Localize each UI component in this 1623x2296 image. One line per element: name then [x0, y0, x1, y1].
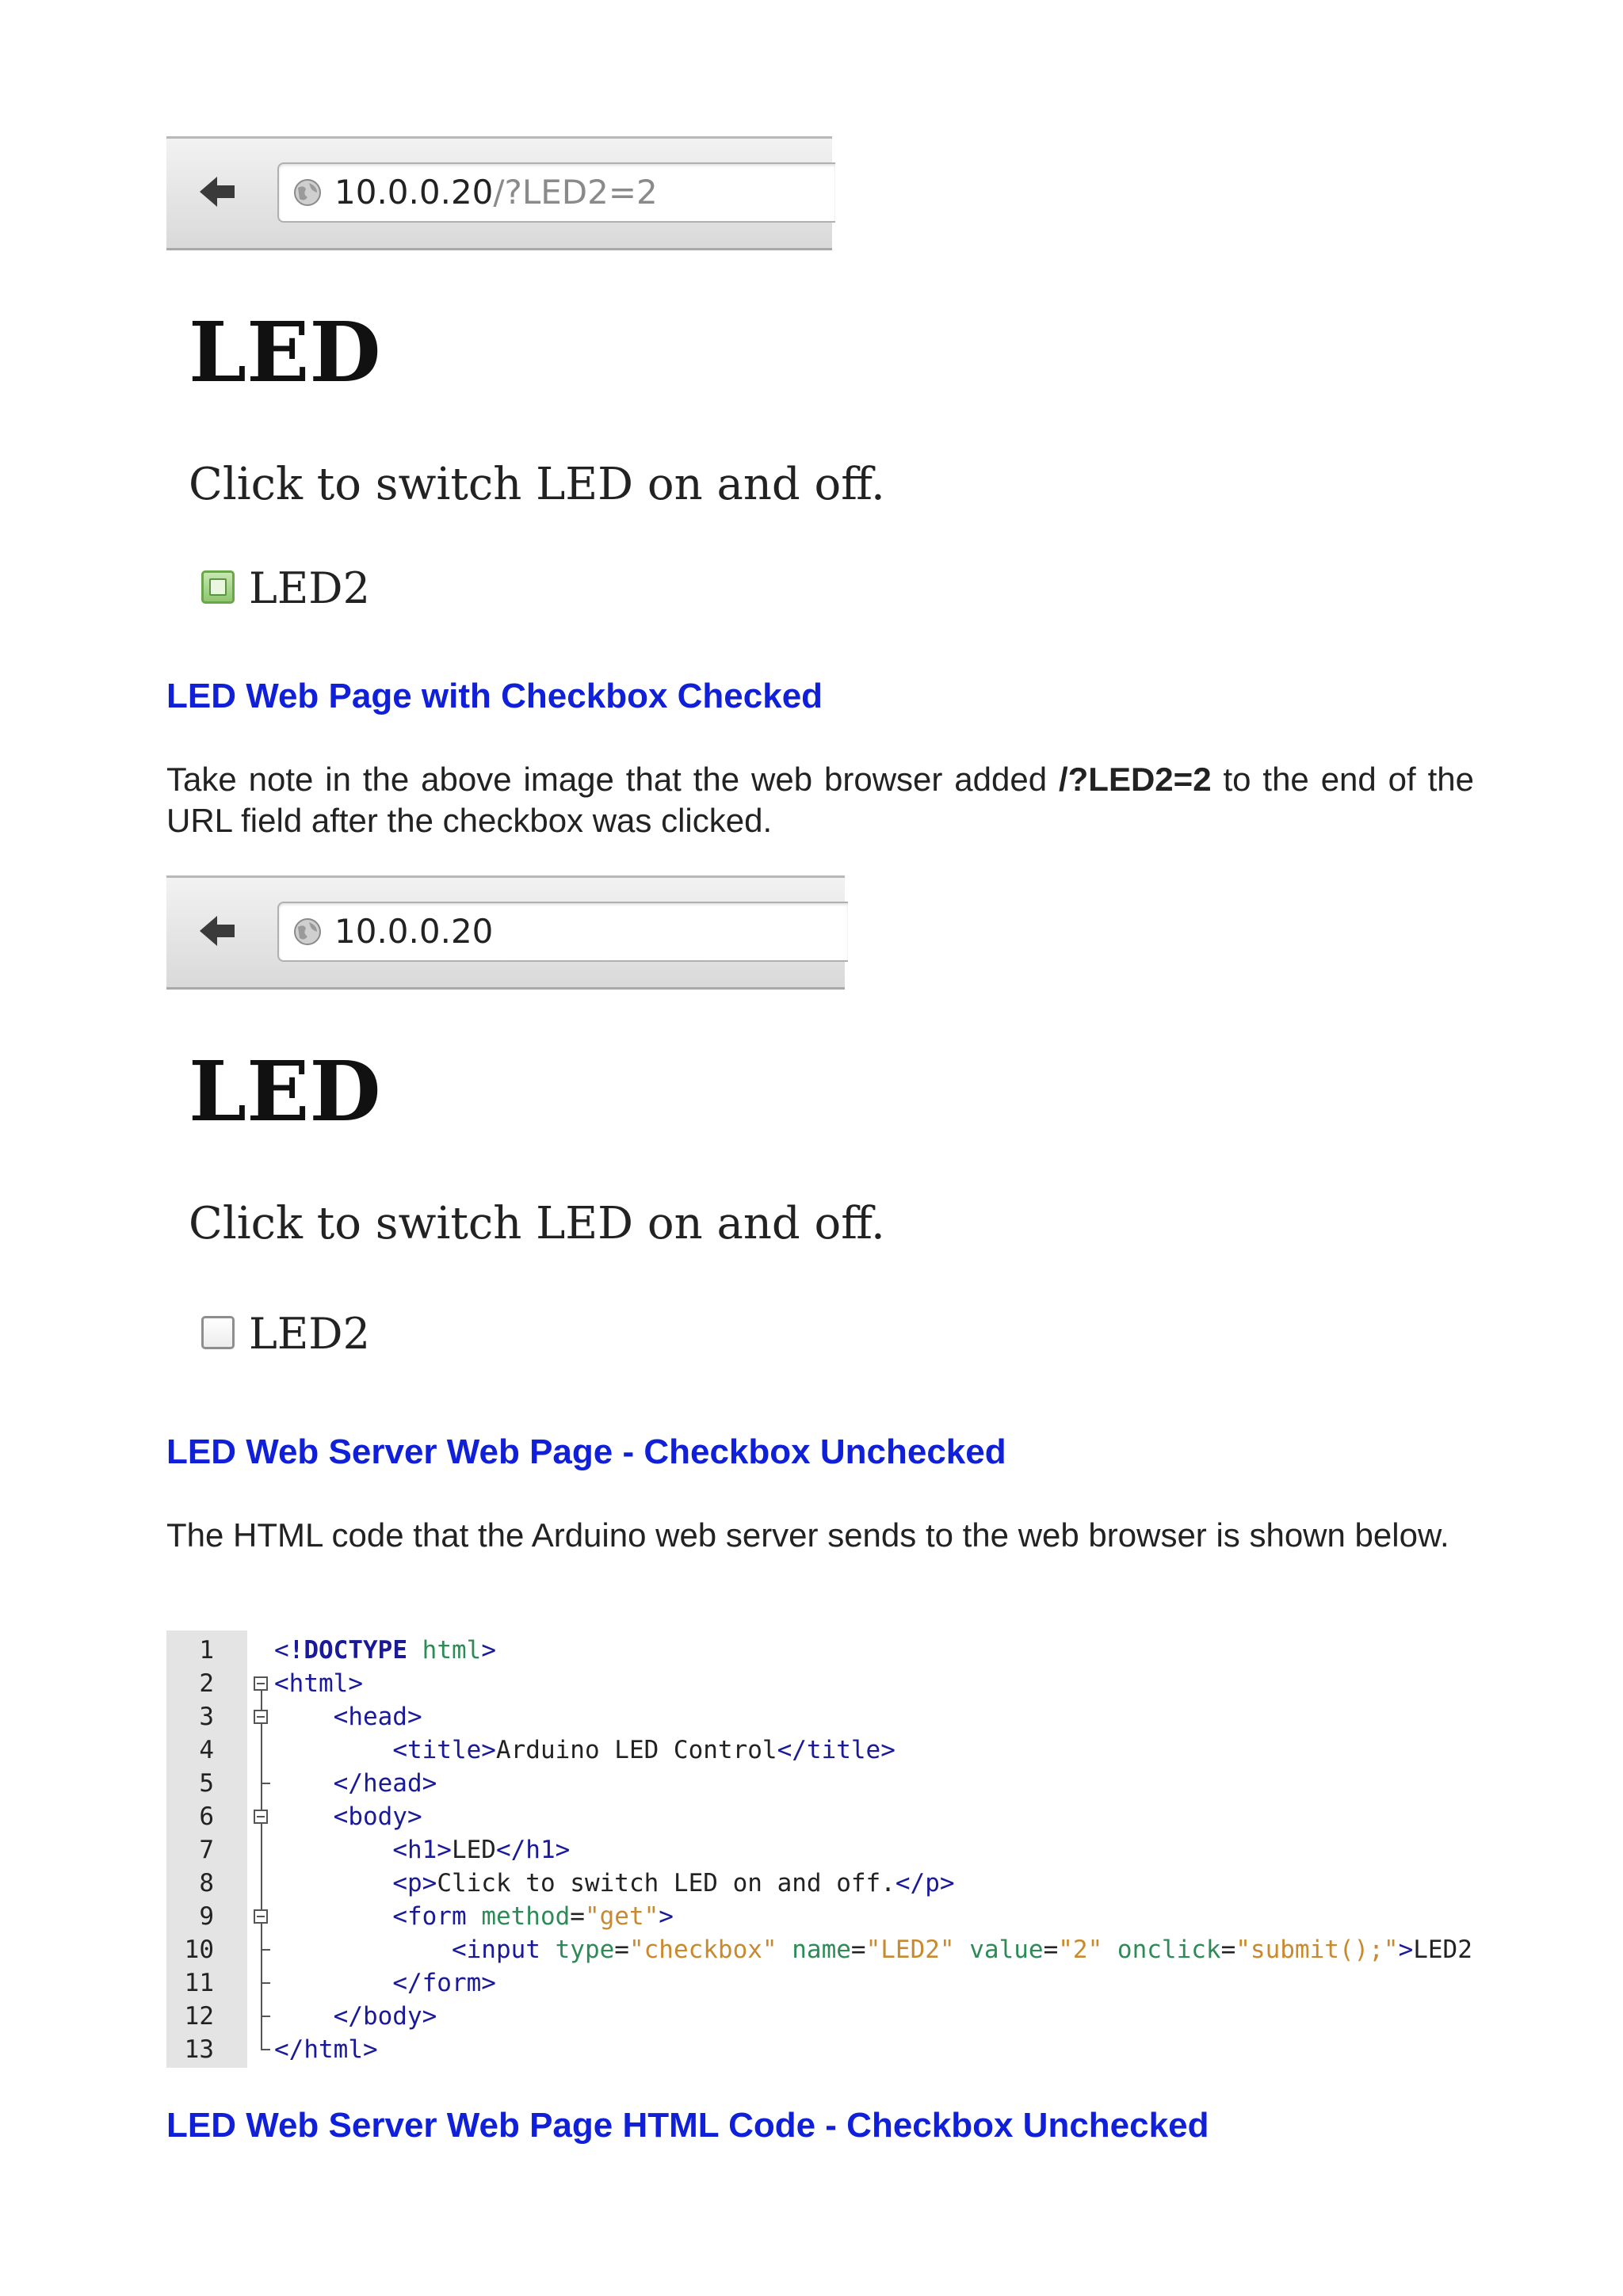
- code-token: value: [969, 1936, 1044, 1964]
- code-token: [1102, 1936, 1117, 1964]
- code-token: =: [1043, 1936, 1059, 1964]
- code-token: [274, 2002, 334, 2031]
- checkbox-label: LED2: [249, 563, 370, 613]
- address-bar[interactable]: [277, 902, 848, 962]
- code-line: [274, 1733, 896, 1767]
- code-line: [274, 2000, 437, 2033]
- code-token: "submit();": [1235, 1936, 1399, 1964]
- code-token: "2": [1058, 1936, 1103, 1964]
- code-token: [274, 1802, 334, 1831]
- url-text: 10.0.0.20: [334, 912, 494, 951]
- code-line: [274, 1767, 437, 1800]
- code-token: [274, 1869, 392, 1897]
- line-number: 8: [199, 1869, 214, 1897]
- fold-toggle-icon[interactable]: [254, 1710, 268, 1724]
- code-token: LED2: [1413, 1936, 1472, 1964]
- line-number: 12: [184, 2002, 214, 2031]
- code-token: "get": [584, 1902, 659, 1931]
- html-code-listing: [166, 1630, 1593, 2068]
- code-line: [274, 1667, 363, 1700]
- page-paragraph: Click to switch LED on and off.: [189, 459, 885, 510]
- code-token: <: [274, 1636, 289, 1665]
- code-token: Arduino LED Control: [495, 1736, 777, 1764]
- code-token: [467, 1902, 482, 1931]
- line-number: 2: [199, 1669, 214, 1698]
- code-token: [274, 1703, 334, 1731]
- code-line: [274, 1966, 496, 2000]
- code-token: <p>: [392, 1869, 437, 1897]
- code-token: Click to switch LED on and off.: [437, 1869, 896, 1897]
- caption-checkbox-unchecked: LED Web Server Web Page - Checkbox Unchecked: [166, 1432, 1006, 1471]
- code-token: <body>: [333, 1802, 422, 1831]
- code-token: <h1>: [392, 1836, 452, 1864]
- code-token: !DOCTYPE: [288, 1636, 407, 1665]
- code-intro-paragraph: The HTML code that the Arduino web server sends to the web browser is shown below.: [166, 1516, 1449, 1554]
- line-number: 7: [199, 1836, 214, 1864]
- code-line: [274, 2033, 378, 2066]
- code-token: <html>: [274, 1669, 363, 1698]
- browser-toolbar: [166, 136, 832, 250]
- fold-guide-line: [261, 1684, 262, 2050]
- code-token: </head>: [333, 1769, 437, 1798]
- back-arrow-icon[interactable]: [197, 170, 239, 213]
- code-token: <head>: [333, 1703, 422, 1731]
- code-line: [274, 1634, 496, 1667]
- code-token: =: [614, 1936, 629, 1964]
- line-number: 10: [184, 1936, 214, 1964]
- address-bar[interactable]: [277, 162, 835, 223]
- browser-toolbar: [166, 875, 845, 990]
- code-line: [274, 1867, 955, 1900]
- line-number: 9: [199, 1902, 214, 1931]
- code-line: [274, 1700, 422, 1733]
- code-token: [955, 1936, 970, 1964]
- code-token: type: [555, 1936, 615, 1964]
- code-token: <form: [392, 1902, 467, 1931]
- fold-column: [247, 1630, 277, 2068]
- fold-end-tick: [261, 1949, 270, 1951]
- fold-toggle-icon[interactable]: [254, 1676, 268, 1691]
- checkmark-icon: [209, 578, 227, 596]
- code-token: [274, 1969, 392, 1997]
- line-number: 11: [184, 1969, 214, 1997]
- code-token: >: [481, 1636, 496, 1665]
- caption-html-code: LED Web Server Web Page HTML Code - Checkbox Unchecked: [166, 2106, 1209, 2145]
- led2-checkbox-checked[interactable]: [201, 570, 235, 604]
- line-number: 1: [199, 1636, 214, 1665]
- fold-toggle-icon[interactable]: [254, 1810, 268, 1824]
- code-token: </body>: [333, 2002, 437, 2031]
- code-token: </html>: [274, 2035, 378, 2064]
- code-token: "LED2": [865, 1936, 955, 1964]
- code-token: [407, 1636, 422, 1665]
- code-line: [274, 1833, 570, 1867]
- led2-checkbox-unchecked[interactable]: [201, 1316, 235, 1349]
- fold-end-tick: [261, 2016, 270, 2017]
- code-token: [274, 1769, 334, 1798]
- code-token: </title>: [777, 1736, 896, 1764]
- code-token: [274, 1736, 392, 1764]
- code-token: <title>: [392, 1736, 496, 1764]
- line-number: 4: [199, 1736, 214, 1764]
- line-number: 5: [199, 1769, 214, 1798]
- fold-end-tick: [261, 1783, 270, 1784]
- code-token: "checkbox": [628, 1936, 777, 1964]
- page-heading: LED: [189, 1043, 381, 1140]
- code-token: LED: [451, 1836, 496, 1864]
- code-token: name: [792, 1936, 851, 1964]
- code-token: =: [570, 1902, 585, 1931]
- globe-icon: [293, 917, 322, 946]
- code-token: method: [481, 1902, 571, 1931]
- code-token: =: [1220, 1936, 1236, 1964]
- page-heading: LED: [189, 303, 381, 401]
- caption-checkbox-checked: LED Web Page with Checkbox Checked: [166, 677, 823, 715]
- note-paragraph: Take note in the above image that the web browser added /?LED2=2 to the end of the URL field after the checkbox was clicked.: [166, 761, 1474, 839]
- code-token: </p>: [895, 1869, 955, 1897]
- code-token: [274, 1936, 452, 1964]
- line-number: 6: [199, 1802, 214, 1831]
- code-token: html: [422, 1636, 482, 1665]
- code-token: >: [1398, 1936, 1414, 1964]
- line-number: 13: [184, 2035, 214, 2064]
- browser-screenshot-checked: [166, 136, 885, 643]
- code-token: [777, 1936, 792, 1964]
- globe-icon: [293, 178, 322, 207]
- browser-screenshot-unchecked: [166, 875, 885, 1398]
- code-token: [274, 1836, 392, 1864]
- page-paragraph: Click to switch LED on and off.: [189, 1198, 885, 1249]
- checkbox-label: LED2: [249, 1309, 370, 1359]
- code-token: </form>: [392, 1969, 496, 1997]
- code-token: >: [659, 1902, 674, 1931]
- fold-end-tick: [261, 1982, 270, 1984]
- code-token: </h1>: [495, 1836, 571, 1864]
- code-line: [274, 1933, 1472, 1966]
- back-arrow-icon[interactable]: [197, 910, 239, 952]
- url-text: 10.0.0.20/?LED2=2: [334, 173, 658, 212]
- code-token: =: [850, 1936, 866, 1964]
- code-token: [540, 1936, 556, 1964]
- code-line: [274, 1800, 422, 1833]
- fold-end-tick: [261, 2049, 270, 2050]
- fold-toggle-icon[interactable]: [254, 1909, 268, 1924]
- line-number: 3: [199, 1703, 214, 1731]
- code-token: <input: [451, 1936, 540, 1964]
- code-line: [274, 1900, 674, 1933]
- code-token: [274, 1902, 392, 1931]
- code-token: onclick: [1117, 1936, 1221, 1964]
